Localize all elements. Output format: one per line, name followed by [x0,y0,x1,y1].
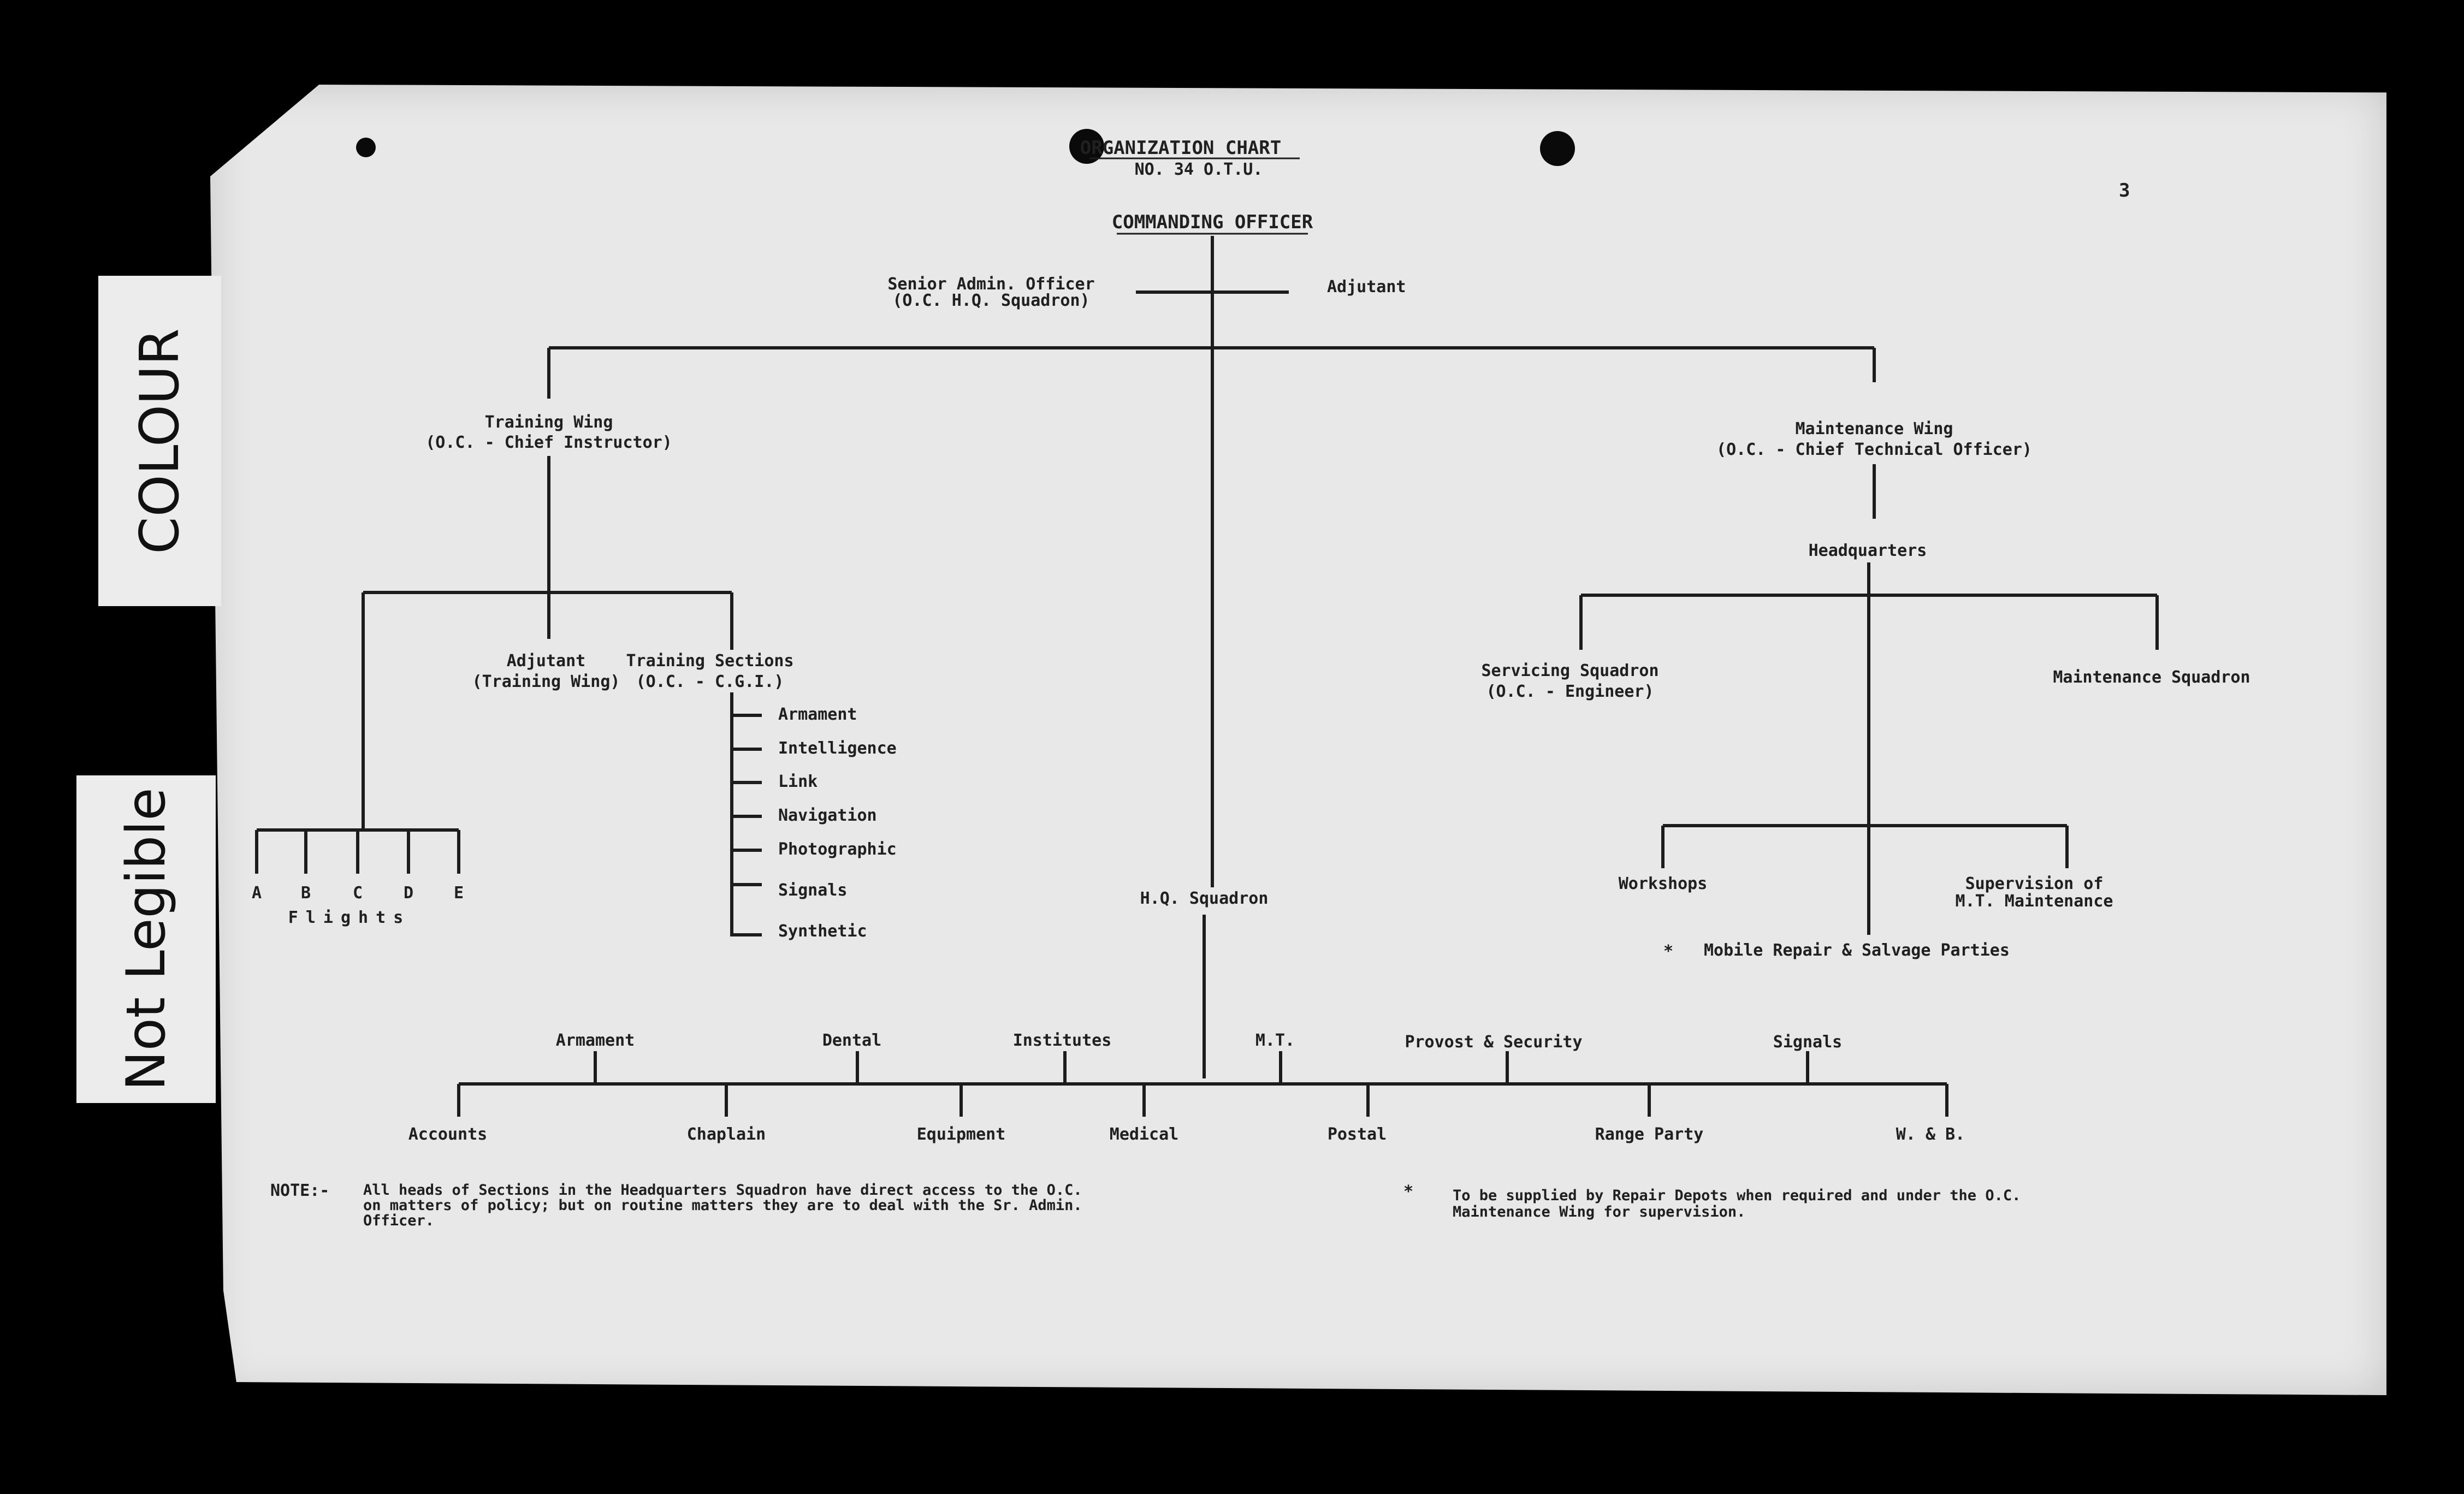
section-signals: Signals [778,881,848,900]
note-right-line-1: To be supplied by Repair Depots when required and under the O.C. [1453,1187,2021,1204]
note-left-line-3: Officer. [363,1212,435,1229]
training-wing-sub-label: (O.C. - Chief Instructor) [425,433,672,452]
senior-admin-officer-label: Senior Admin. Officer [887,275,1095,294]
training-sections-sub-label: (O.C. - C.G.I.) [636,672,784,691]
servicing-squadron-sub-label: (O.C. - Engineer) [1486,682,1654,701]
flight-b: B [300,884,311,903]
mobile-repair-label: Mobile Repair & Salvage Parties [1704,941,2010,960]
maintenance-wing-label: Maintenance Wing [1795,419,1953,438]
section-navigation: Navigation [778,806,877,825]
workshops-label: Workshops [1618,874,1708,893]
supervision-sub-label: M.T. Maintenance [1955,892,2113,911]
note-star-marker: * [1403,1182,1414,1201]
training-sections-list [732,705,897,941]
note-label: NOTE:- [270,1181,330,1200]
flight-a: A [251,884,262,903]
punch-hole [1540,131,1575,166]
hq-section-w-and-b: W. & B. [1896,1125,1965,1144]
training-wing-label: Training Wing [484,413,613,432]
hq-section-chaplain: Chaplain [686,1125,766,1144]
adjutant-label: Adjutant [1327,277,1406,297]
note-right-line-2: Maintenance Wing for supervision. [1453,1204,1746,1220]
maintenance-headquarters-label: Headquarters [1808,541,1927,560]
supervision-label: Supervision of [1965,874,2104,893]
servicing-squadron-label: Servicing Squadron [1481,661,1659,680]
hq-lower-sections [408,1084,1965,1144]
senior-admin-officer-sub-label: (O.C. H.Q. Squadron) [892,291,1090,310]
hq-section-institutes: Institutes [1012,1031,1112,1050]
section-intelligence: Intelligence [778,739,897,758]
flight-e: E [453,884,464,903]
maintenance-wing-sub-label: (O.C. - Chief Technical Officer) [1716,440,2032,459]
training-sections-label: Training Sections [626,651,794,671]
flights-group [252,830,464,927]
training-adjutant-sub-label: (Training Wing) [472,672,620,691]
mobile-star-marker: * [1663,942,1674,961]
flight-c: C [352,884,363,903]
training-adjutant-label: Adjutant [506,651,586,671]
colour-tag-label: COLOUR [128,328,191,554]
hq-section-armament: Armament [555,1031,635,1050]
note-left-line-2: on matters of policy; but on routine matters they are to deal with the Sr. Admin. [363,1197,1082,1214]
hq-section-provost-security: Provost & Security [1405,1033,1583,1052]
hq-section-mt: M.T. [1255,1031,1295,1050]
page-mark: 3 [2119,180,2130,201]
not-legible-tag-label: Not Legible [115,787,177,1091]
flights-label: Flights [288,908,411,927]
hq-upper-sections [556,1031,1842,1084]
section-link: Link [778,772,818,791]
hq-section-range-party: Range Party [1595,1125,1704,1144]
note-left-line-1: All heads of Sections in the Headquarters Squadron have direct access to the O.C. [363,1182,1082,1199]
hq-section-equipment: Equipment [916,1125,1006,1144]
hq-section-signals: Signals [1773,1033,1843,1052]
flight-d: D [403,884,414,903]
chart-subtitle: NO. 34 O.T.U. [1134,160,1263,179]
section-armament: Armament [778,705,857,724]
chart-title: ORGANIZATION CHART [1080,137,1282,159]
hq-squadron-label: H.Q. Squadron [1140,889,1269,908]
punch-hole [356,138,376,157]
commanding-officer-label: COMMANDING OFFICER [1111,211,1313,233]
hq-section-medical: Medical [1109,1125,1179,1144]
hq-section-dental: Dental [822,1031,882,1050]
section-photographic: Photographic [778,840,897,859]
section-synthetic: Synthetic [778,922,867,941]
hq-section-accounts: Accounts [408,1125,488,1144]
maintenance-squadron-label: Maintenance Squadron [2053,668,2250,687]
hq-section-postal: Postal [1327,1125,1387,1144]
